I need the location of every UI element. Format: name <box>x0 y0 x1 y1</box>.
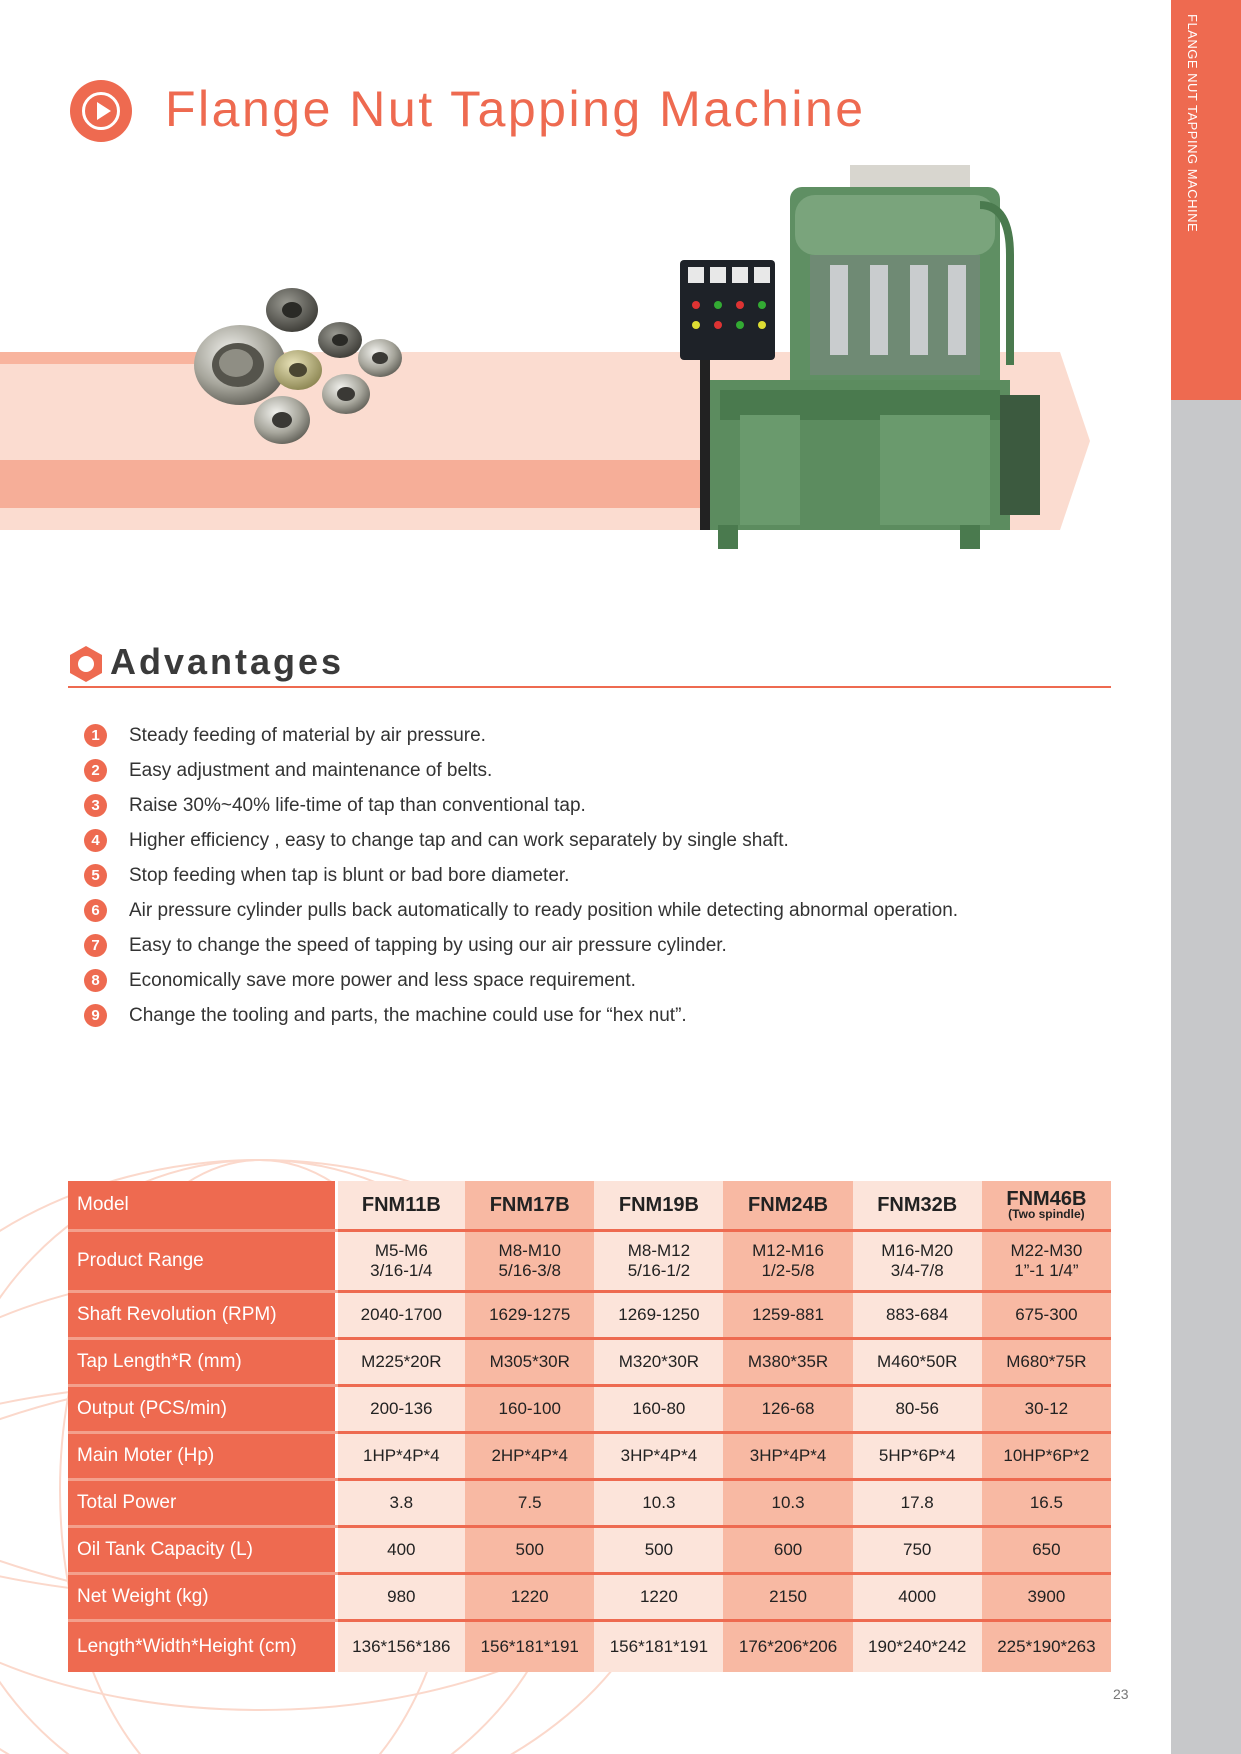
advantage-text: Air pressure cylinder pulls back automatically to ready position while detecting abnormal operation. <box>129 899 959 921</box>
advantage-text: Economically save more power and less space requirement. <box>129 969 636 991</box>
advantages-list <box>84 718 1084 1033</box>
number-badge: 2 <box>84 759 107 782</box>
table-cell: 675-300 <box>982 1291 1111 1338</box>
table-cell: 16.5 <box>982 1479 1111 1526</box>
page-title: Flange Nut Tapping Machine <box>165 81 866 137</box>
cell-line: M8-M10 <box>498 1240 561 1260</box>
cell-line: 5/16-3/8 <box>498 1260 561 1280</box>
hero-band-arrow <box>1060 352 1090 530</box>
advantage-item <box>84 928 1084 963</box>
table-row <box>68 1338 1111 1385</box>
table-cell: 1259-881 <box>723 1291 852 1338</box>
cell-line: M12-M16 <box>752 1240 824 1260</box>
table-cell: 10HP*6P*2 <box>982 1432 1111 1479</box>
advantage-item <box>84 753 1084 788</box>
table-cell: 190*240*242 <box>853 1620 982 1672</box>
model-name: FNM11B <box>361 1193 441 1216</box>
table-cell: 3HP*4P*4 <box>594 1432 723 1479</box>
number-badge: 6 <box>84 899 107 922</box>
table-cell: 600 <box>723 1526 852 1573</box>
cell-line: 3/16-1/4 <box>370 1260 433 1280</box>
table-cell: 200-136 <box>336 1385 465 1432</box>
advantage-text: Stop feeding when tap is blunt or bad bore diameter. <box>129 864 570 886</box>
table-cell: M380*35R <box>723 1338 852 1385</box>
table-cell: 225*190*263 <box>982 1620 1111 1672</box>
table-cell: 883-684 <box>853 1291 982 1338</box>
table-cell: 3900 <box>982 1573 1111 1620</box>
table-cell: 750 <box>853 1526 982 1573</box>
row-label: Model <box>68 1181 336 1230</box>
table-cell: 156*181*191 <box>465 1620 594 1672</box>
table-cell: M225*20R <box>336 1338 465 1385</box>
number-badge: 5 <box>84 864 107 887</box>
table-cell: 500 <box>465 1526 594 1573</box>
advantage-text: Steady feeding of material by air pressure. <box>129 724 486 746</box>
advantage-item <box>84 718 1084 753</box>
advantage-text: Higher efficiency , easy to change tap and can work separately by single shaft. <box>129 829 789 851</box>
advantage-item <box>84 823 1084 858</box>
table-cell: 160-100 <box>465 1385 594 1432</box>
row-label: Length*Width*Height (cm) <box>68 1620 336 1672</box>
table-cell: 10.3 <box>594 1479 723 1526</box>
table-cell: 160-80 <box>594 1385 723 1432</box>
table-cell <box>465 1230 594 1291</box>
table-row <box>68 1230 1111 1291</box>
model-header-cell <box>723 1181 852 1230</box>
table-cell: 5HP*6P*4 <box>853 1432 982 1479</box>
advantage-item <box>84 788 1084 823</box>
table-cell: 136*156*186 <box>336 1620 465 1672</box>
hero-band-middle-strip <box>0 460 770 508</box>
table-row <box>68 1526 1111 1573</box>
table-cell: M460*50R <box>853 1338 982 1385</box>
model-name: FNM46B <box>1006 1187 1087 1210</box>
play-icon <box>70 80 132 142</box>
advantage-item <box>84 998 1084 1033</box>
model-name: FNM17B <box>489 1193 570 1216</box>
table-cell: 17.8 <box>853 1479 982 1526</box>
table-cell: 176*206*206 <box>723 1620 852 1672</box>
row-label: Shaft Revolution (RPM) <box>68 1291 336 1338</box>
model-name: FNM19B <box>618 1193 699 1216</box>
number-badge: 3 <box>84 794 107 817</box>
row-label: Product Range <box>68 1230 336 1291</box>
table-cell: 126-68 <box>723 1385 852 1432</box>
table-row <box>68 1291 1111 1338</box>
advantage-text: Change the tooling and parts, the machine could use for “hex nut”. <box>129 1004 687 1026</box>
tapping-machine-photo <box>680 165 1050 575</box>
table-cell <box>982 1230 1111 1291</box>
model-name: FNM32B <box>877 1193 958 1216</box>
table-row <box>68 1620 1111 1672</box>
row-label: Total Power <box>68 1479 336 1526</box>
cell-line: M16-M20 <box>881 1240 954 1260</box>
model-header-cell <box>853 1181 982 1230</box>
advantage-item <box>84 893 1084 928</box>
advantage-text: Easy to change the speed of tapping by using our air pressure cylinder. <box>129 934 727 956</box>
cell-line: M8-M12 <box>627 1240 691 1260</box>
table-cell: M320*30R <box>594 1338 723 1385</box>
table-cell: 30-12 <box>982 1385 1111 1432</box>
table-cell <box>336 1230 465 1291</box>
table-cell: M305*30R <box>465 1338 594 1385</box>
table-cell <box>853 1230 982 1291</box>
model-header-cell <box>336 1181 465 1230</box>
table-cell: 1220 <box>594 1573 723 1620</box>
table-cell: 3.8 <box>336 1479 465 1526</box>
table-row <box>68 1432 1111 1479</box>
flange-nuts-photo <box>180 270 420 460</box>
number-badge: 9 <box>84 1004 107 1027</box>
row-label: Output (PCS/min) <box>68 1385 336 1432</box>
cell-line: 5/16-1/2 <box>627 1260 691 1280</box>
advantage-text: Easy adjustment and maintenance of belts. <box>129 759 493 781</box>
table-header-row <box>68 1181 1111 1230</box>
specification-table <box>68 1181 1111 1672</box>
model-header-cell <box>465 1181 594 1230</box>
table-cell: 3HP*4P*4 <box>723 1432 852 1479</box>
side-label: FLANGE NUT TAPPING MACHINE <box>1185 14 1200 233</box>
table-cell: M680*75R <box>982 1338 1111 1385</box>
advantage-text: Raise 30%~40% life-time of tap than conventional tap. <box>129 794 586 816</box>
row-label: Net Weight (kg) <box>68 1573 336 1620</box>
table-cell: 1220 <box>465 1573 594 1620</box>
number-badge: 1 <box>84 724 107 747</box>
table-cell: 400 <box>336 1526 465 1573</box>
model-header-cell <box>982 1181 1111 1230</box>
row-label: Tap Length*R (mm) <box>68 1338 336 1385</box>
table-cell: 500 <box>594 1526 723 1573</box>
table-cell: 1HP*4P*4 <box>336 1432 465 1479</box>
table-cell: 80-56 <box>853 1385 982 1432</box>
row-label: Oil Tank Capacity (L) <box>68 1526 336 1573</box>
table-cell: 7.5 <box>465 1479 594 1526</box>
number-badge: 7 <box>84 934 107 957</box>
table-cell: 1629-1275 <box>465 1291 594 1338</box>
model-name: FNM24B <box>748 1193 829 1216</box>
table-cell: 4000 <box>853 1573 982 1620</box>
hexagon-icon <box>68 645 104 683</box>
advantages-heading: Advantages <box>110 641 345 682</box>
table-cell: 2150 <box>723 1573 852 1620</box>
table-cell <box>594 1230 723 1291</box>
row-label: Main Moter (Hp) <box>68 1432 336 1479</box>
cell-line: M22-M30 <box>1010 1240 1083 1260</box>
table-cell: 650 <box>982 1526 1111 1573</box>
page-number: 23 <box>1113 1686 1129 1702</box>
model-header-cell <box>594 1181 723 1230</box>
table-cell <box>723 1230 852 1291</box>
table-cell: 10.3 <box>723 1479 852 1526</box>
table-cell: 2040-1700 <box>336 1291 465 1338</box>
cell-line: 1”-1 1/4” <box>1014 1260 1079 1280</box>
hero-band-top-strip <box>0 352 200 364</box>
table-cell: 156*181*191 <box>594 1620 723 1672</box>
model-note: (Two spindle) <box>1008 1206 1085 1221</box>
table-row <box>68 1479 1111 1526</box>
table-cell: 1269-1250 <box>594 1291 723 1338</box>
advantage-item <box>84 858 1084 893</box>
table-row <box>68 1573 1111 1620</box>
number-badge: 4 <box>84 829 107 852</box>
advantage-item <box>84 963 1084 998</box>
cell-line: 1/2-5/8 <box>761 1260 815 1280</box>
table-row <box>68 1385 1111 1432</box>
advantages-divider <box>68 686 1111 688</box>
table-cell: 980 <box>336 1573 465 1620</box>
cell-line: M5-M6 <box>374 1240 428 1260</box>
cell-line: 3/4-7/8 <box>890 1260 944 1280</box>
table-cell: 2HP*4P*4 <box>465 1432 594 1479</box>
number-badge: 8 <box>84 969 107 992</box>
